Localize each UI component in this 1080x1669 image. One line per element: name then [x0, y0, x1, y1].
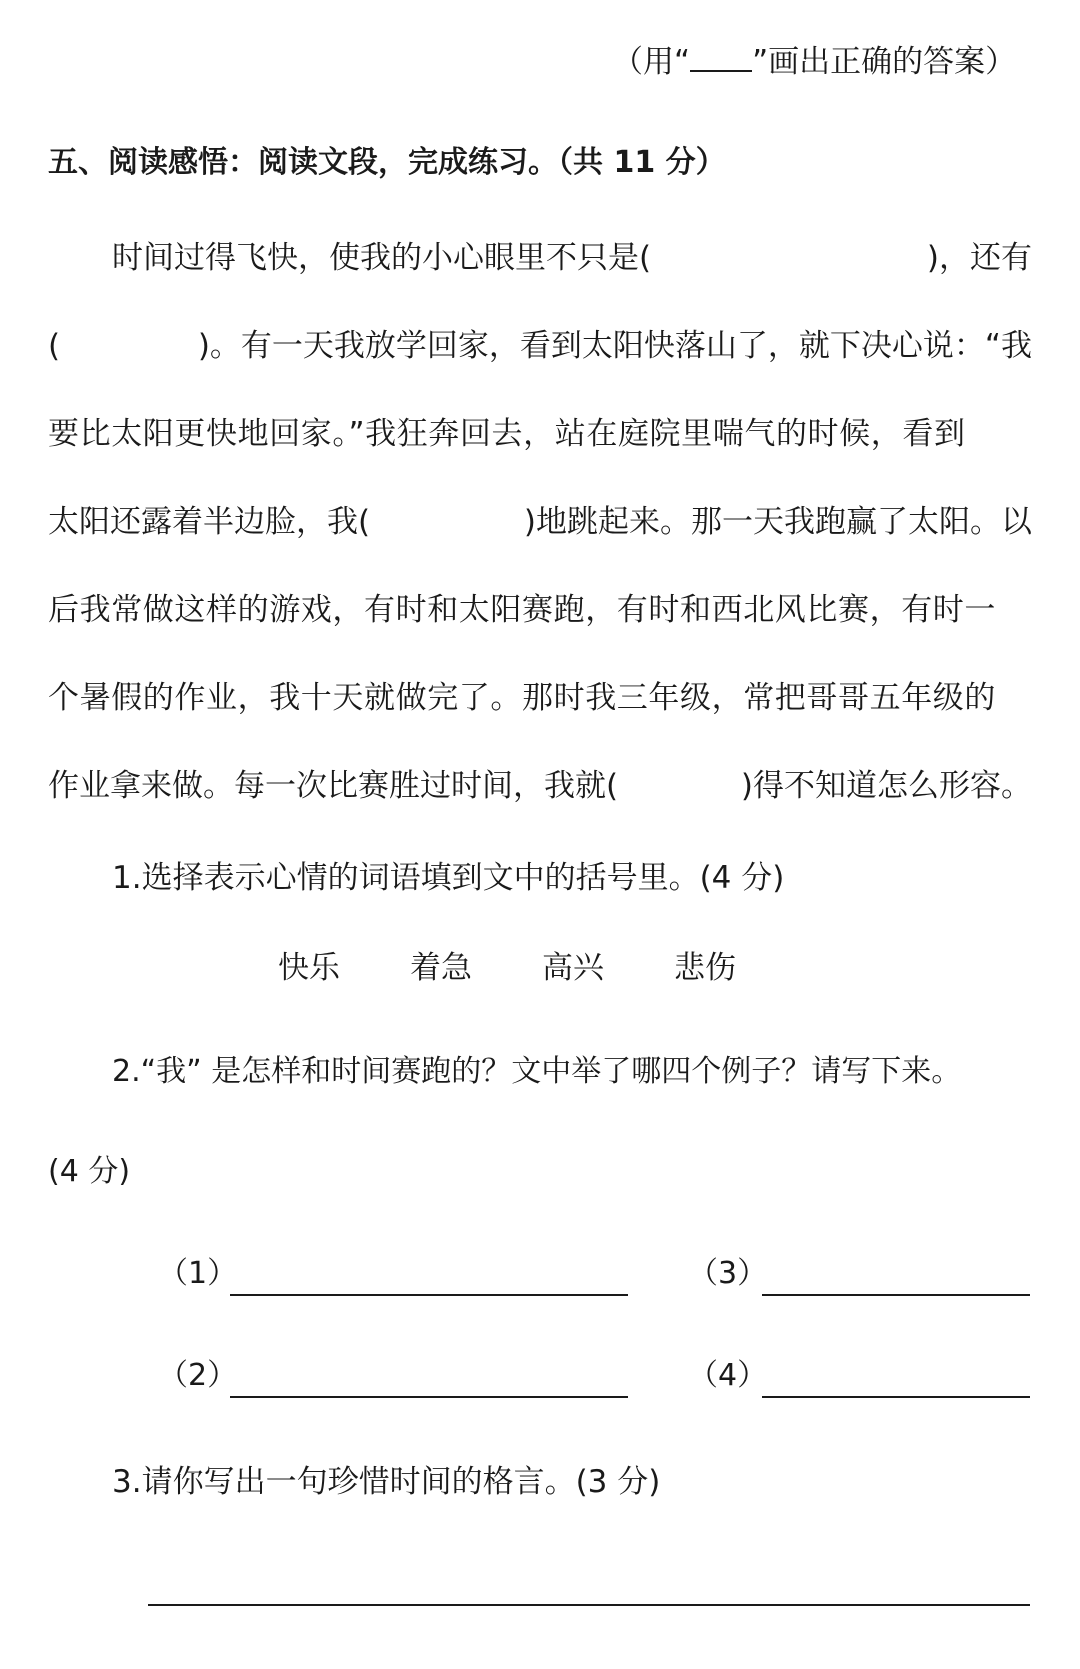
- hint-prefix: （用“: [612, 44, 691, 80]
- section-title: 五、阅读感悟：阅读文段，完成练习。（共 11 分）: [48, 145, 726, 180]
- word-choice: 着急: [410, 950, 472, 986]
- hint-suffix: ”画出正确的答案）: [752, 44, 1017, 80]
- answer-line-2[interactable]: [230, 1396, 628, 1398]
- answer-label-1: （1）: [158, 1256, 238, 1291]
- question-1: 1.选择表示心情的词语填到文中的括号里。(4 分): [112, 860, 785, 896]
- question-3: 3.请你写出一句珍惜时间的格言。(3 分): [112, 1464, 661, 1500]
- word-choice: 高兴: [542, 950, 604, 986]
- passage-line-5: 后我常做这样的游戏，有时和太阳赛跑，有时和西北风比赛，有时一: [48, 592, 996, 628]
- passage-line-4: [48, 502, 1032, 542]
- passage-line-1: [112, 238, 1032, 278]
- answer-line-4[interactable]: [762, 1396, 1030, 1398]
- passage-line-2: [48, 326, 1032, 366]
- answer-line-3[interactable]: [762, 1294, 1030, 1296]
- passage-text: (: [48, 328, 61, 364]
- hint-underline: [690, 40, 752, 72]
- word-choices: [0, 948, 1080, 988]
- answer-label-4: （4）: [688, 1358, 768, 1393]
- answer-label-2: （2）: [158, 1358, 238, 1393]
- passage-text: )，还有: [926, 240, 1032, 276]
- passage-line-3: 要比太阳更快地回家。”我狂奔回去，站在庭院里喘气的时候，看到: [48, 416, 966, 452]
- underline-hint: [612, 40, 1032, 82]
- answer-line-maxim[interactable]: [148, 1604, 1030, 1606]
- passage-text: 太阳还露着半边脸，我(: [48, 504, 371, 540]
- question-2-score: (4 分): [48, 1154, 131, 1189]
- passage-text: 作业拿来做。每一次比赛胜过时间，我就(: [48, 768, 619, 804]
- passage-text: )地跳起来。那一天我跑赢了太阳。以: [523, 504, 1032, 540]
- word-choice: 快乐: [278, 950, 340, 986]
- question-2: 2.“我” 是怎样和时间赛跑的？文中举了哪四个例子？请写下来。: [112, 1054, 962, 1089]
- passage-text: 时间过得飞快，使我的小心眼里不只是(: [112, 240, 652, 276]
- answer-line-1[interactable]: [230, 1294, 628, 1296]
- passage-line-7: [48, 766, 1032, 806]
- passage-text: )得不知道怎么形容。: [740, 768, 1032, 804]
- word-choice: 悲伤: [674, 950, 736, 986]
- passage-text: )。有一天我放学回家，看到太阳快落山了，就下决心说：“我: [197, 328, 1032, 364]
- answer-label-3: （3）: [688, 1256, 768, 1291]
- passage-line-6: 个暑假的作业，我十天就做完了。那时我三年级，常把哥哥五年级的: [48, 680, 996, 716]
